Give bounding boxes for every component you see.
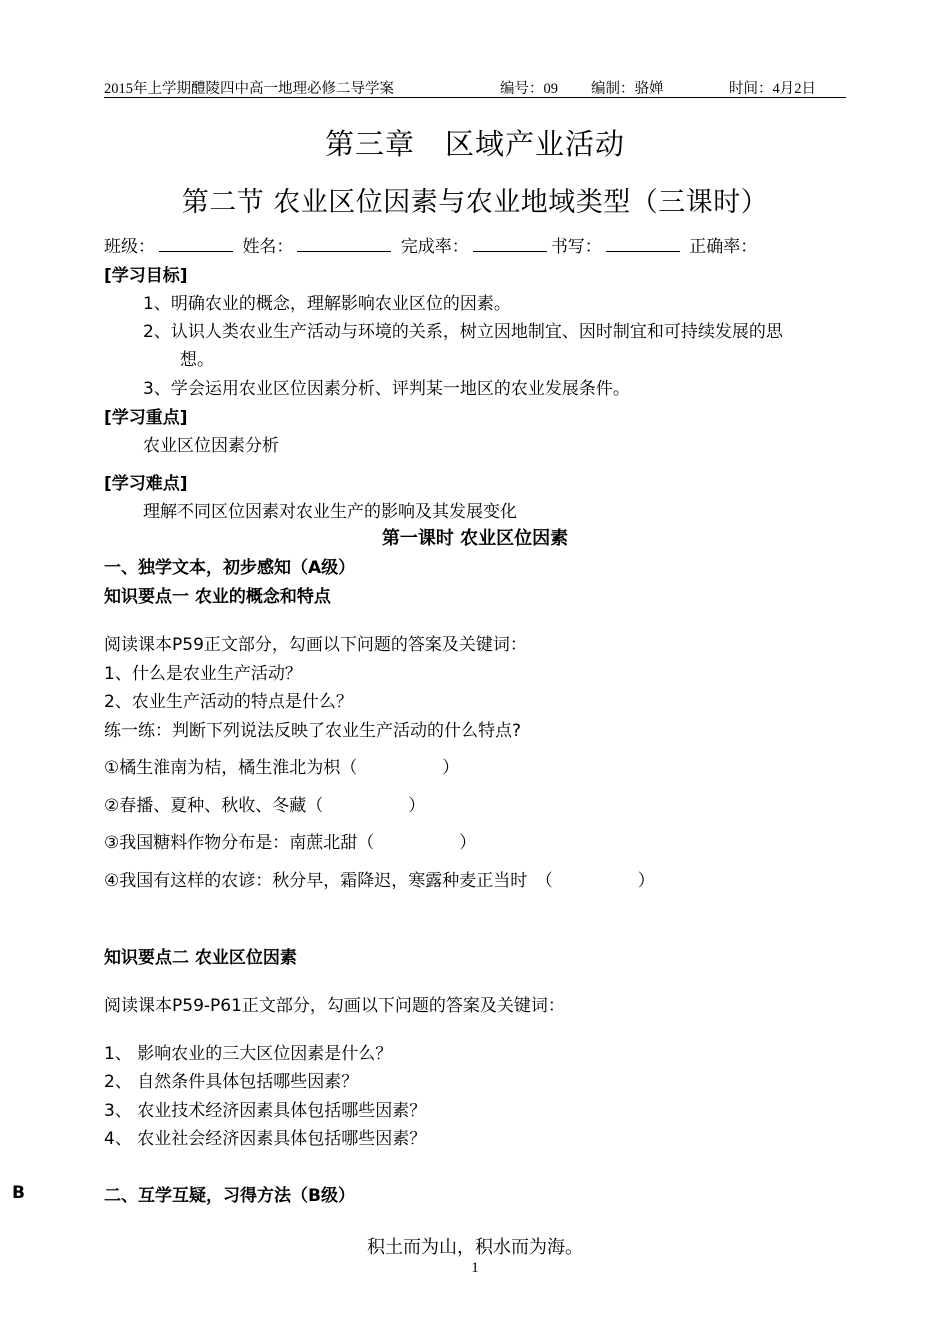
- lesson1-heading: 第一课时 农业区位因素: [381, 528, 569, 549]
- exercise-1: ①橘生淮南为桔，橘生淮北为枳（ ）: [104, 758, 460, 778]
- class-blank[interactable]: [159, 237, 233, 252]
- name-label: 姓名：: [242, 237, 294, 257]
- exercise-3: ③我国糖料作物分布是：南蔗北甜（ ）: [104, 833, 477, 853]
- chapter-title: 第三章 区域产业活动: [324, 127, 625, 161]
- objective-item-3: 3、学会运用农业区位因素分析、评判某一地区的农业发展条件。: [143, 379, 630, 399]
- completion-label: 完成率：: [400, 237, 469, 257]
- practice-prompt: 练一练：判断下列说法反映了农业生产活动的什么特点?: [104, 721, 522, 741]
- point2-heading: 知识要点二 农业区位因素: [104, 948, 297, 968]
- header-date: 时间：4月2日: [729, 81, 816, 97]
- key-points-text: 农业区位因素分析: [143, 436, 279, 456]
- objective-item-2-cont: 想。: [180, 350, 214, 370]
- writing-label: 书写：: [550, 237, 602, 257]
- difficulties-heading: [学习难点]: [104, 474, 188, 494]
- header-course: 2015年上学期醴陵四中高一地理必修二导学案: [104, 81, 394, 97]
- header-number: 编号：09: [500, 81, 558, 97]
- footer-motto: 积土而为山，积水而为海。: [367, 1237, 583, 1257]
- name-blank[interactable]: [297, 237, 391, 252]
- part1-heading: 一、独学文本，初步感知（A级）: [104, 558, 356, 578]
- completion-blank[interactable]: [473, 237, 547, 252]
- point1-question-1: 1、什么是农业生产活动？: [104, 664, 302, 684]
- objective-item-1: 1、明确农业的概念，理解影响农业区位的因素。: [143, 294, 511, 314]
- point2-question-3: 3、 农业技术经济因素具体包括哪些因素？: [104, 1101, 427, 1121]
- objectives-heading: [学习目标]: [104, 266, 188, 286]
- point2-question-4: 4、 农业社会经济因素具体包括哪些因素？: [104, 1129, 427, 1149]
- page-number: 1: [471, 1260, 479, 1276]
- key-points-heading: [学习重点]: [104, 408, 188, 428]
- section-title: 第二节 农业区位因素与农业地域类型（三课时）: [181, 187, 769, 218]
- point2-question-1: 1、 影响农业的三大区位因素是什么？: [104, 1044, 393, 1064]
- exercise-4: ④我国有这样的农谚：秋分早，霜降迟，寒露种麦正当时 （ ）: [104, 871, 655, 891]
- difficulties-text: 理解不同区位因素对农业生产的影响及其发展变化: [143, 502, 517, 522]
- objective-item-2: 2、认识人类农业生产活动与环境的关系，树立因地制宜、因时制宜和可持续发展的思: [143, 322, 783, 342]
- header-editor: 编制：骆婵: [591, 81, 664, 97]
- point2-intro: 阅读课本P59-P61正文部分，勾画以下问题的答案及关键词：: [104, 996, 565, 1016]
- exercise-2: ②春播、夏种、秋收、冬藏（ ）: [104, 796, 426, 816]
- part2-heading: 二、互学互疑，习得方法（B级）: [104, 1186, 355, 1206]
- point1-heading: 知识要点一 农业的概念和特点: [104, 587, 331, 607]
- info-row: [104, 232, 757, 257]
- point1-question-2: 2、农业生产活动的特点是什么？: [104, 692, 353, 712]
- writing-blank[interactable]: [606, 237, 680, 252]
- page-header: [104, 75, 846, 98]
- margin-mark: B: [12, 1183, 25, 1203]
- class-label: 班级：: [104, 237, 155, 257]
- point2-question-2: 2、 自然条件具体包括哪些因素？: [104, 1072, 359, 1092]
- accuracy-label: 正确率：: [689, 237, 758, 257]
- point1-intro: 阅读课本P59正文部分，勾画以下问题的答案及关键词：: [104, 635, 527, 655]
